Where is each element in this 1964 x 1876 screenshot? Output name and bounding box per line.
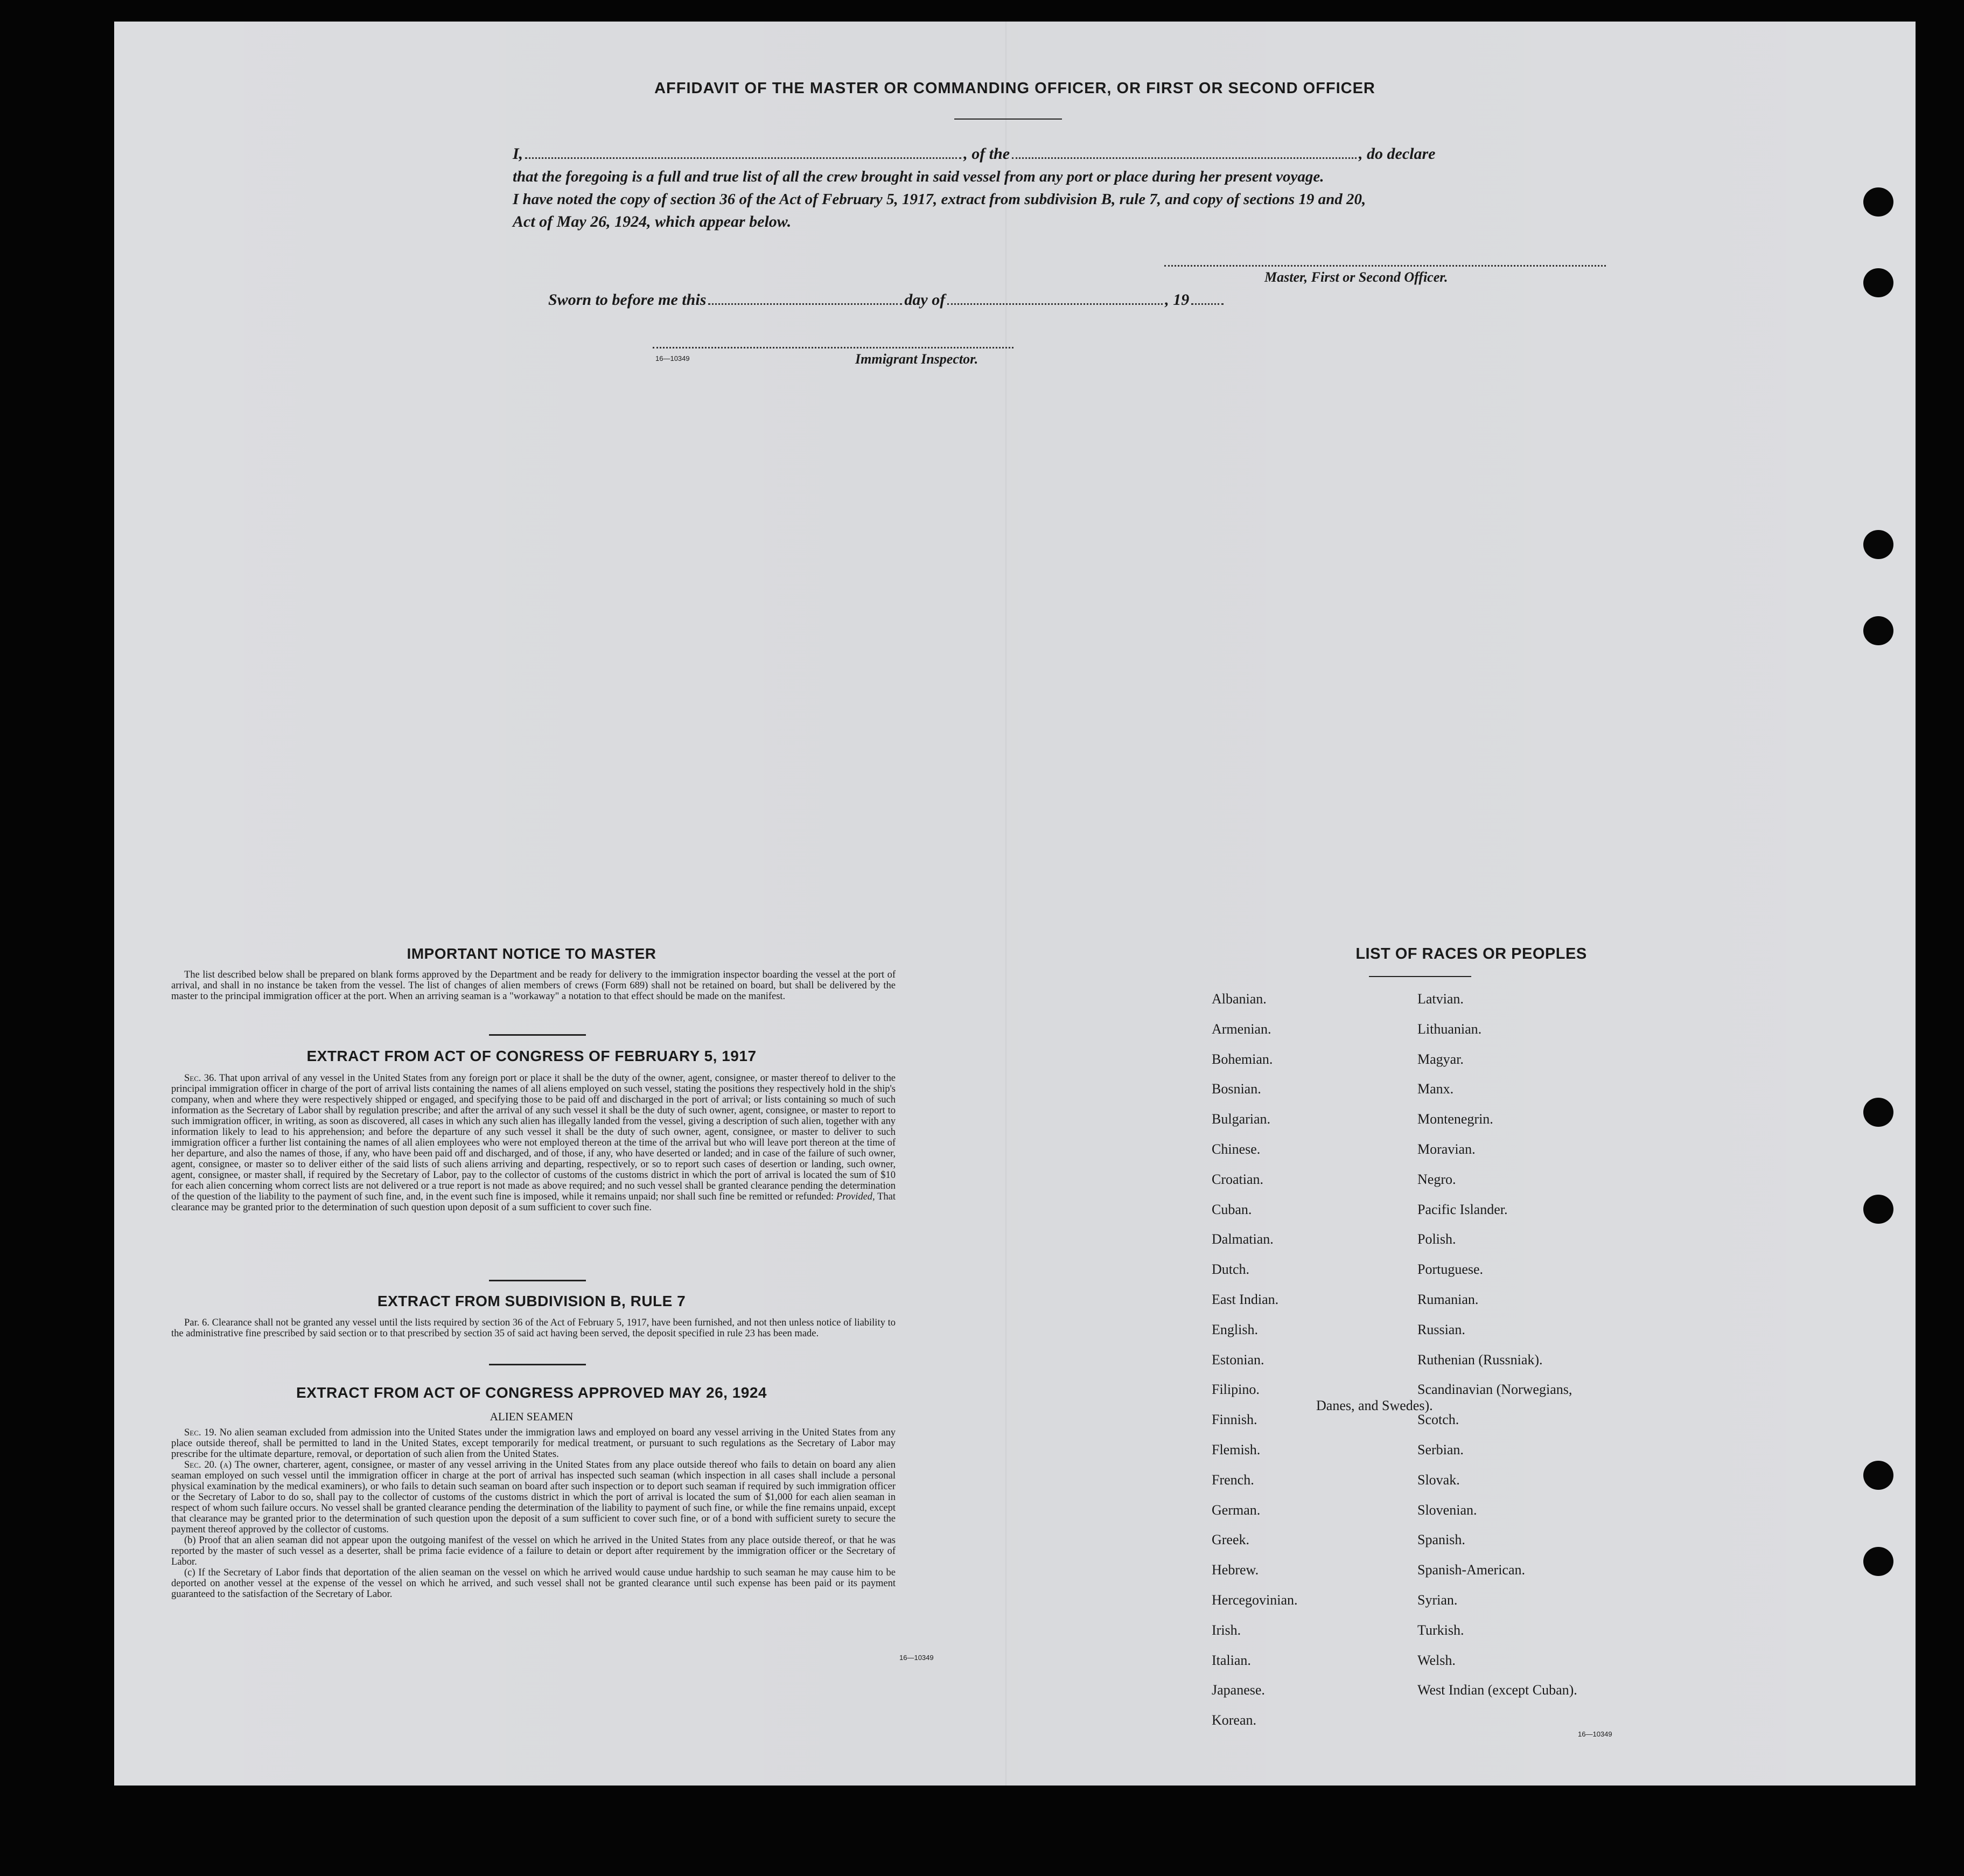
title-divider [954,118,1062,120]
race-item: Danes, and Swedes). [1316,1398,1433,1414]
punch-hole [1863,530,1893,559]
sworn-label: Sworn to before me this [548,291,707,309]
race-item: Latvian. [1417,991,1464,1007]
race-item: Armenian. [1212,1021,1271,1037]
race-item: Finnish. [1212,1412,1257,1428]
race-item: Manx. [1417,1081,1454,1097]
name-blank [525,157,961,159]
section-divider [489,1364,586,1365]
race-item: Rumanian. [1417,1292,1479,1307]
fold-crease [1005,22,1007,1786]
race-item: Slovenian. [1417,1502,1477,1518]
race-item: Montenegrin. [1417,1111,1493,1127]
race-item: Albanian. [1212,991,1267,1007]
section-divider [489,1280,586,1281]
race-item: Serbian. [1417,1442,1464,1457]
race-item: Chinese. [1212,1141,1261,1157]
sec-20b: (b) Proof that an alien seaman did not appear upon the outgoing manifest of the vessel on which he arrived in the United States from any place outside thereof, or that he was reported by the master of such vessel as a deserter, shall be prima facie evidence of a failure to detain or deport after requirement by the immigration officer or the Secretary of Labor. [171,1535,896,1567]
form-number: 16—10349 [1578,1730,1612,1738]
affidavit-body [513,143,1525,233]
sec-19-body: No alien seaman excluded from admission into the United States under the immigration laws and employed on board any vessel arriving in the United States from any place outside thereof, shall be permitted to land in the United States, except temporarily for medical treatment, or pursuant to such regulations as the Secretary of Labor may prescribe for the ultimate departure, removal, or deportation of such alien from the United States. [171,1427,896,1460]
punch-hole [1863,187,1893,217]
sec-20a-body: The owner, charterer, agent, consignee, or master of any vessel arriving in the United States from any place outside thereof who fails to detain on board any alien seaman employed on such vessel until the immigration officer in charge at the port of arrival has inspected such seaman (which inspection in all cases shall include a personal physical examination by the medical examiners), or who fails to detain such seaman on board after such inspection or to deport such seaman if required by such immigration officer or the Secretary of Labor to do so, shall pay to the collector of customs of the customs district in which the port of arrival is located the sum of $1,000 for each alien seaman in respect of whom such failure occurs. No vessel shall be granted clearance pending the determination of the liability to payment of such fine, or while the fine remains unpaid, except that clearance may be granted prior to the determination of such question upon the deposit of a sum sufficient to cover such fine, or of a bond with sufficient surety to secure the payment thereof approved by the collector of customs. [171,1460,896,1535]
alien-seamen-subtitle: ALIEN SEAMEN [490,1410,574,1423]
inspector-signature-line [653,347,1014,348]
notice-title: IMPORTANT NOTICE TO MASTER [407,945,656,962]
sec-36-label: Sec. 36. [184,1073,216,1084]
sec-20c: (c) If the Secretary of Labor finds that deportation of the alien seaman on the vessel on which he arrived would cause undue hardship to such seaman he may cause him to be deported on another vessel at the expense of the vessel on which he arrived, and such vessel shall not be granted clearance until such expense has been paid or its payment guaranteed to the satisfaction of the Secretary of Labor. [171,1567,896,1600]
race-item: Korean. [1212,1712,1257,1728]
sworn-line [548,291,1226,309]
races-title: LIST OF RACES OR PEOPLES [1355,945,1587,963]
race-item: Scandinavian (Norwegians, [1417,1382,1572,1398]
race-item: Portuguese. [1417,1261,1484,1278]
race-item: Scotch. [1417,1412,1459,1428]
inspector-caption: Immigrant Inspector. [855,351,978,367]
extract-1917-title: EXTRACT FROM ACT OF CONGRESS OF FEBRUARY 5, 1917 [306,1048,757,1064]
form-number: 16—10349 [655,354,690,362]
races-divider [1369,976,1471,977]
master-signature-line [1164,265,1606,267]
race-item: Dalmatian. [1212,1231,1274,1247]
document-sheet [114,22,1916,1786]
affidavit-of-the: , of the [963,145,1010,163]
punch-hole [1863,1098,1893,1127]
race-item: Croatian. [1212,1171,1264,1187]
extract-1924-title: EXTRACT FROM ACT OF CONGRESS APPROVED MAY 26, 1924 [296,1384,767,1401]
rule-7-paragraph: Par. 6. Clearance shall not be granted any vessel until the lists required by section 36 of the Act of February 5, 1917, have been furnished, and not then unless notice of liability to the administrative fine prescribed by said section or to that prescribed by section 35 of said act having been served, the deposit specified in rule 23 has been made. [171,1317,896,1339]
notice-text [171,970,896,1002]
rule-7-title: EXTRACT FROM SUBDIVISION B, RULE 7 [377,1293,686,1309]
master-caption: Master, First or Second Officer. [1264,269,1448,285]
race-item: Turkish. [1417,1622,1464,1638]
notice-paragraph: The list described below shall be prepared on blank forms approved by the Department and be ready for delivery to the immigration inspector boarding the vessel at the port of arrival, and shall in no instance be taken from the vessel. The list of changes of alien members of crews (Form 689) shall not be retained on board, but shall be delivered by the master to the principal immigration officer at the port. When an arriving seaman is a "workaway" a notation to that effect should be made on the manifest. [171,970,896,1002]
race-item: French. [1212,1471,1254,1488]
race-item: German. [1212,1502,1261,1518]
provided-word: Provided, [836,1191,875,1202]
race-item: Russian. [1417,1321,1465,1337]
race-item: Lithuanian. [1417,1021,1482,1037]
race-item: Spanish-American. [1417,1562,1526,1578]
race-item: East Indian. [1212,1292,1279,1307]
vessel-blank [1012,157,1357,159]
race-item: Greek. [1212,1532,1250,1548]
race-item: Ruthenian (Russniak). [1417,1351,1543,1368]
form-number: 16—10349 [899,1654,934,1662]
sec-19-label: Sec. 19. [184,1427,217,1438]
punch-hole [1863,1195,1893,1224]
section-divider [489,1034,586,1036]
affidavit-line-4: Act of May 26, 1924, which appear below. [513,213,792,231]
race-item: Slovak. [1417,1471,1460,1488]
race-item: Filipino. [1212,1382,1260,1398]
punch-hole [1863,1461,1893,1490]
punch-hole [1863,1547,1893,1576]
race-item: Bohemian. [1212,1051,1273,1067]
race-item: Cuban. [1212,1201,1252,1217]
race-item: Estonian. [1212,1351,1264,1368]
race-item: Bulgarian. [1212,1111,1271,1127]
sec-36-body: That upon arrival of any vessel in the United States from any foreign port or place it shall be the duty of the owner, agent, consignee, or master thereof to deliver to the principal immigration officer in charge of the port of arrival lists containing the names of all aliens employed on such vessel, stating the positions they respectively hold in the ship's company, when and where they were respectively shipped or engaged, and specifying those to be paid off and discharged in the port of arrival; or lists containing so much of such information as the Secretary of Labor shall by regulation prescribe; and after the arrival of any such vessel it shall be the duty of such owner, agent, consignee, or master to report to such immigration officer, in writing, as soon as discovered, all cases in which any such alien has illegally landed from the vessel, giving a description of such alien, together with any information likely to lead to his apprehension; and before the departure of any such vessel it shall be the duty of such owner, agent, consignee, or master to deliver to such immigration officer a further list containing the names of all alien employees who were not employed thereon at the time of the arrival but who will leave port thereon at the time of her departure, and also the names of those, if any, who have been paid off and discharged, and of those, if any, who have deserted or landed; and in case of the failure of such owner, agent, consignee, or master so to deliver either of the said lists of such aliens arriving and departing, respectively, or so to report such cases of desertion or landing, such owner, agent, consignee, or master shall, if required by the Secretary of Labor, pay to the collector of customs of the customs district in which the port of arrival is located the sum of $10 for each alien concerning whom correct lists are not delivered or a true report is not made as above required; and no such vessel shall be granted clearance pending the determination of the question of the liability to the payment of such fine, and, in the event such fine is imposed, while it remains unpaid; nor shall such fine be remitted or refunded: [171,1073,896,1202]
race-item: English. [1212,1321,1258,1337]
race-item: Welsh. [1417,1652,1456,1668]
sec-36-end: That clearance may be granted prior to the determination of such question upon deposit of a sum sufficient to cover such fine. [171,1191,896,1213]
race-item: Hebrew. [1212,1562,1259,1578]
affidavit-title: AFFIDAVIT OF THE MASTER OR COMMANDING OFFICER, OR FIRST OR SECOND OFFICER [654,80,1375,97]
race-item: Moravian. [1417,1141,1476,1157]
race-item: Irish. [1212,1622,1241,1638]
sworn-year-blank [1191,303,1224,305]
punch-hole [1863,268,1893,297]
race-item: Polish. [1417,1231,1456,1247]
extract-1924-text [171,1427,896,1600]
race-item: Italian. [1212,1652,1251,1668]
race-item: Pacific Islander. [1417,1201,1508,1217]
sworn-month-blank [947,303,1163,305]
sec-20-label: Sec. 20. (a) [184,1460,232,1470]
race-item: West Indian (except Cuban). [1417,1682,1577,1698]
affidavit-do-declare: , do declare [1359,145,1436,163]
affidavit-i-label: I, [513,145,523,163]
race-item: Spanish. [1417,1532,1465,1548]
sworn-day-blank [708,303,902,305]
affidavit-line-3: I have noted the copy of section 36 of the Act of February 5, 1917, extract from subdivision B, rule 7, and copy of sections 19 and 20, [513,191,1366,208]
year-prefix: , 19 [1165,291,1190,309]
race-item: Syrian. [1417,1592,1458,1608]
race-item: Hercegovinian. [1212,1592,1298,1608]
affidavit-line-2: that the foregoing is a full and true list of all the crew brought in said vessel from any port or place during her present voyage. [513,168,1324,185]
rule-7-text [171,1317,896,1339]
race-item: Bosnian. [1212,1081,1261,1097]
race-item: Magyar. [1417,1051,1464,1067]
punch-hole [1863,616,1893,645]
day-of-label: day of [904,291,946,309]
race-item: Dutch. [1212,1261,1250,1278]
race-item: Japanese. [1212,1682,1265,1698]
extract-1917-text [171,1073,896,1213]
race-item: Flemish. [1212,1442,1261,1457]
race-item: Negro. [1417,1171,1456,1187]
